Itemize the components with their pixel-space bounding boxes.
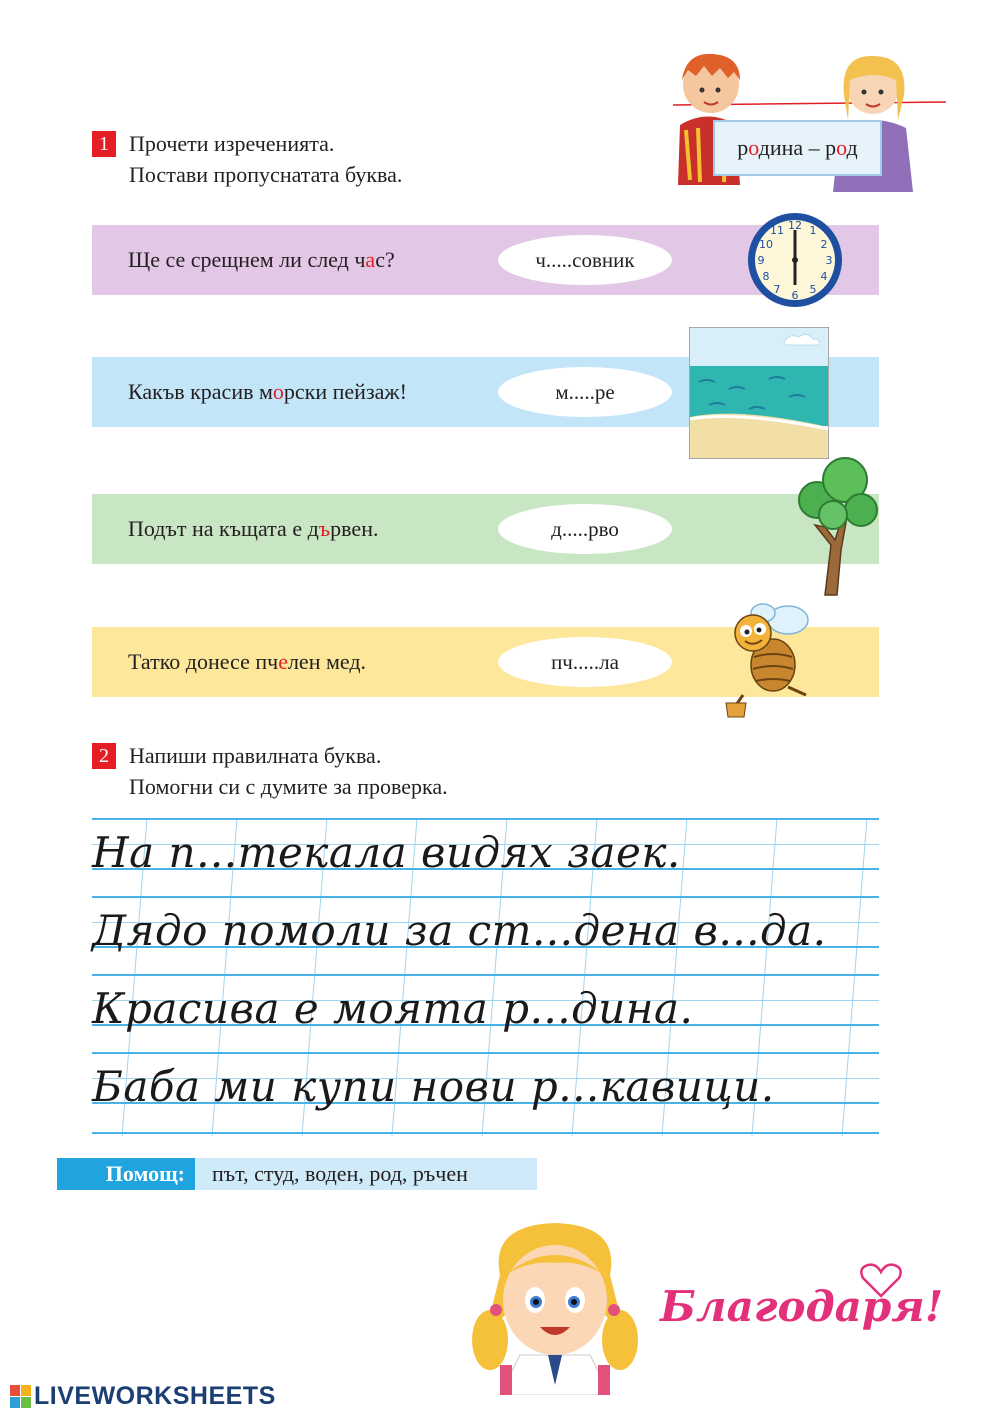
svg-text:9: 9 xyxy=(757,254,765,267)
sign-board: родина – род xyxy=(713,120,882,176)
logo-blocks-icon xyxy=(10,1385,32,1409)
task-2-instruction-line-2: Помогни си с думите за проверка. xyxy=(129,774,448,799)
task-2-number: 2 xyxy=(92,743,116,769)
svg-text:6: 6 xyxy=(791,289,799,302)
clock-icon xyxy=(745,210,845,310)
task-1-instruction-line-2: Постави пропуснатата буква. xyxy=(129,162,403,187)
sentence-text: Ще се срещнем ли след час? xyxy=(128,247,395,272)
blank-word-oval[interactable]: ч.....совник xyxy=(498,235,672,285)
svg-text:12: 12 xyxy=(788,219,802,232)
svg-text:3: 3 xyxy=(825,254,833,267)
heart-icon xyxy=(858,1262,904,1298)
svg-text:8: 8 xyxy=(762,270,770,283)
ruling-line xyxy=(92,1132,879,1134)
sentence-band-3 xyxy=(92,494,879,564)
svg-text:11: 11 xyxy=(770,224,784,237)
sentence-text: Какъв красив морски пейзаж! xyxy=(128,379,407,404)
help-label: Помощ: xyxy=(57,1158,195,1190)
thanks-message: Благодаря! xyxy=(660,1282,944,1331)
logo-text: LIVEWORKSHEETS xyxy=(34,1382,276,1410)
svg-text:7: 7 xyxy=(773,283,781,296)
blank-word-oval[interactable]: д.....рво xyxy=(498,504,672,554)
blank-word-oval[interactable]: пч.....ла xyxy=(498,637,672,687)
task-1-instruction-line-1: Прочети изреченията. xyxy=(129,131,335,156)
bee-icon xyxy=(718,595,823,720)
blank-word-oval[interactable]: м.....ре xyxy=(498,367,672,417)
sentence-text: Татко донесе пчелен мед. xyxy=(128,649,367,674)
sea-landscape-picture xyxy=(689,327,829,459)
svg-text:10: 10 xyxy=(759,238,773,251)
handwriting-sentence-4[interactable]: Баба ми купи нови р...кавици. xyxy=(92,1062,775,1111)
ruling-line xyxy=(92,974,879,976)
handwriting-sentence-1[interactable]: На п...текала видях заек. xyxy=(92,828,681,877)
ruling-line xyxy=(92,818,879,820)
ruling-line xyxy=(92,1052,879,1054)
svg-text:4: 4 xyxy=(820,270,828,283)
svg-text:2: 2 xyxy=(820,238,828,251)
help-bar xyxy=(57,1158,537,1190)
liveworksheets-logo xyxy=(10,1382,276,1411)
sentence-text: Подът на къщата е дървен. xyxy=(128,516,379,541)
task-1-number: 1 xyxy=(92,131,116,157)
ruling-line xyxy=(92,896,879,898)
help-words: път, студ, воден, род, ръчен xyxy=(212,1161,468,1186)
tree-icon xyxy=(795,455,880,600)
handwriting-sentence-3[interactable]: Красива е моята р...дина. xyxy=(92,984,694,1033)
svg-text:1: 1 xyxy=(809,224,817,237)
svg-text:5: 5 xyxy=(809,283,817,296)
handwriting-lines xyxy=(92,818,879,1136)
handwriting-sentence-2[interactable]: Дядо помоли за ст...дена в...да. xyxy=(92,906,827,955)
task-2-instruction-line-1: Напиши правилната буква. xyxy=(129,743,382,768)
girl-illustration xyxy=(460,1215,650,1395)
